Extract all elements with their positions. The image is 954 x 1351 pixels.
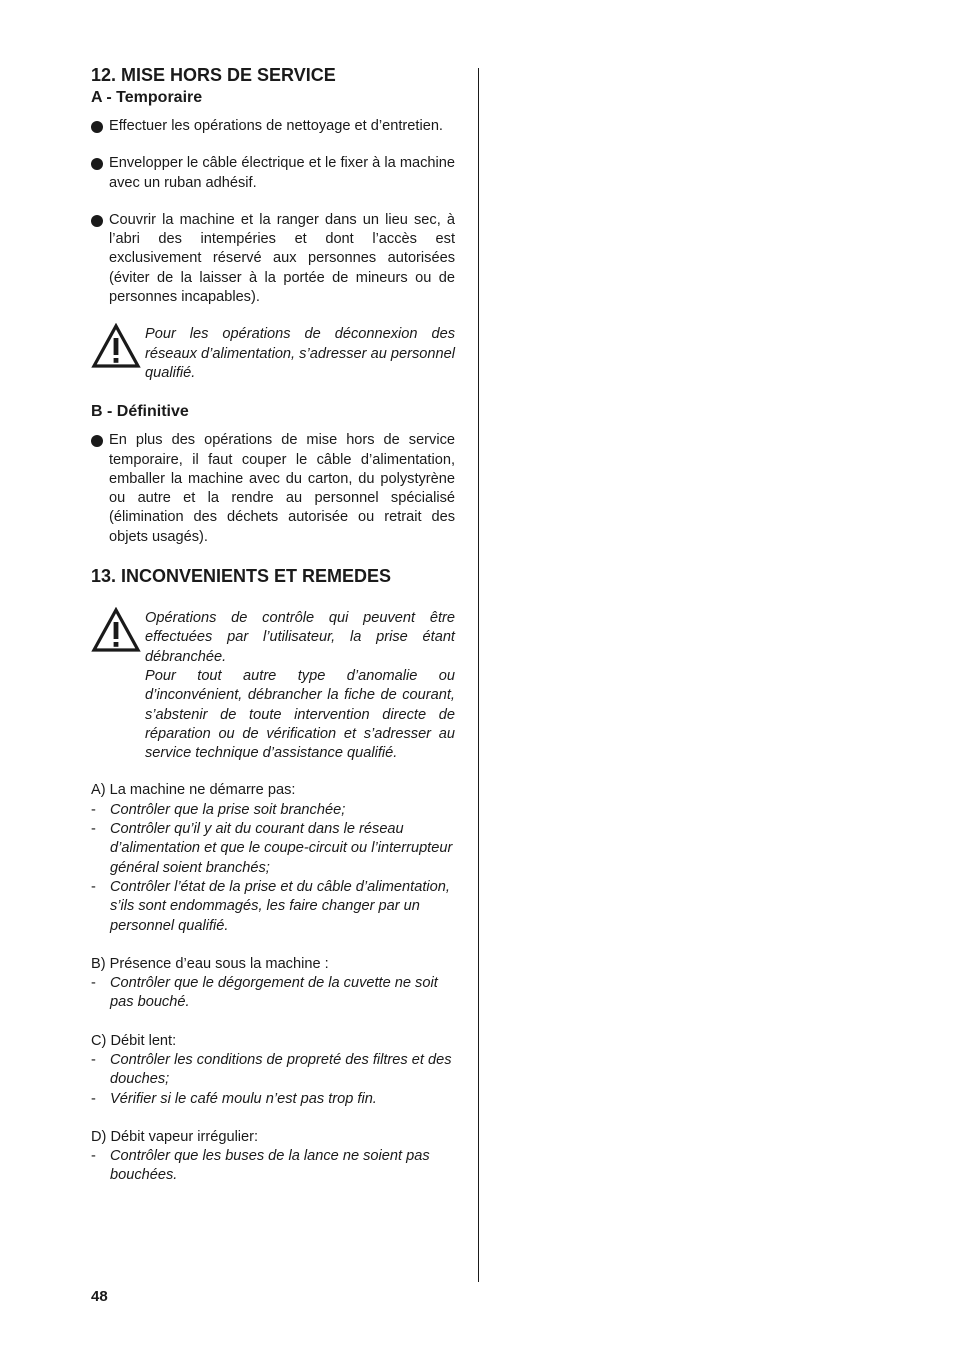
- bullet-text: Envelopper le câble électrique et le fixer à la machine avec un ruban adhésif.: [109, 155, 455, 191]
- bullet-item: [91, 154, 455, 193]
- bullet-item: [91, 211, 455, 307]
- bullet-item: [91, 431, 455, 547]
- remedy-item: [91, 1051, 455, 1090]
- bullet-icon: [91, 158, 103, 170]
- warning-triangle-icon: [91, 607, 141, 653]
- problem-title: B) Présence d’eau sous la machine :: [91, 955, 329, 972]
- warning-note: [91, 325, 455, 383]
- problem-title: A) La machine ne démarre pas:: [91, 782, 296, 799]
- warning-text: Pour tout autre type d’anomalie ou d’inconvénient, débrancher la fiche de courant, s’abstenir de toute intervention directe de réparation ou de vérification et s’adresser au service technique d’assistance qualifié.: [145, 667, 455, 762]
- problem-title: C) Débit lent:: [91, 1032, 177, 1049]
- left-column: [91, 64, 455, 1186]
- warning-note: [91, 609, 455, 763]
- page-number: 48: [91, 1288, 108, 1305]
- dash-marker: -: [91, 975, 96, 992]
- remedy-item: [91, 974, 455, 1013]
- remedy-text: Contrôler que les buses de la lance ne soient pas bouchées.: [110, 1148, 430, 1184]
- problem-title: D) Débit vapeur irrégulier:: [91, 1128, 259, 1145]
- bullet-icon: [91, 215, 103, 227]
- dash-marker: -: [91, 801, 96, 818]
- remedy-item: [91, 1090, 455, 1109]
- bullet-text: Effectuer les opérations de nettoyage et d’entretien.: [109, 118, 443, 134]
- warning-triangle-icon: [91, 323, 141, 369]
- warning-text: Opérations de contrôle qui peuvent être effectuées par l’utilisateur, la prise étant débranchée.: [145, 610, 455, 665]
- bullet-icon: [91, 121, 103, 133]
- remedy-text: Vérifier si le café moulu n’est pas trop fin.: [110, 1090, 377, 1107]
- remedy-item: [91, 801, 455, 820]
- dash-marker: -: [91, 1148, 96, 1165]
- remedy-item: [91, 1147, 455, 1186]
- bullet-item: [91, 117, 455, 136]
- remedy-text: Contrôler que la prise soit branchée;: [110, 801, 346, 818]
- dash-marker: -: [91, 821, 96, 838]
- remedy-text: Contrôler que le dégorgement de la cuvette ne soit pas bouché.: [110, 975, 438, 1011]
- dash-marker: -: [91, 1051, 96, 1068]
- remedy-item: [91, 820, 455, 878]
- section-12b-title: B - Définitive: [91, 403, 189, 421]
- warning-text: Pour les opérations de déconnexion des réseaux d’alimentation, s’adresser au personnel qualifié.: [145, 326, 455, 381]
- remedy-text: Contrôler l’état de la prise et du câble d’alimentation, s’ils sont endommagés, les faire changer par un personnel qualifié.: [110, 878, 450, 934]
- remedy-text: Contrôler qu’il y ait du courant dans le réseau d’alimentation et que le coupe-circuit ou l’interrupteur général soient branchés;: [110, 821, 453, 876]
- bullet-text: En plus des opérations de mise hors de service temporaire, il faut couper le câble d’alimentation, emballer la machine avec du carton, du polystyrène ou autre et la rendre au personnel spécialisé (élimination des déchets autorisée ou retrait des objets usagés).: [109, 432, 455, 545]
- bullet-text: Couvrir la machine et la ranger dans un lieu sec, à l’abri des intempéries et dont l’accès est exclusivement réservé aux personnes autorisées (éviter de la laisser à la portée de mineurs ou de personnes incapables).: [109, 211, 455, 306]
- dash-marker: -: [91, 878, 96, 895]
- dash-marker: -: [91, 1090, 96, 1107]
- section-12-title: 12. MISE HORS DE SERVICE: [91, 65, 336, 85]
- column-divider: [478, 68, 479, 1282]
- remedy-text: Contrôler les conditions de propreté des filtres et des douches;: [110, 1051, 452, 1088]
- section-13-title: 13. INCONVENIENTS ET REMEDES: [91, 566, 392, 587]
- remedy-item: [91, 878, 455, 936]
- bullet-icon: [91, 435, 103, 447]
- section-12a-title: A - Temporaire: [91, 89, 203, 106]
